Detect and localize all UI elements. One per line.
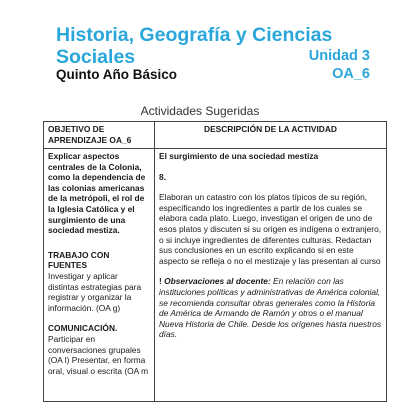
activity-text: Elaboran un catastro con los platos típicos de su región, especificando los ingredientes a partir de los cuales se elabora cada plato. Luego, investigan el origen de uno de esos platos y discuten si su origen es indígena o extranjero, o si incluye ingredientes de diferentes culturas. Redactan sus conclusiones en un escrito explicando si en este aspecto se refleja o no el mestizaje y las presentan al curso xyxy=(159,192,382,266)
oa-code: OA_6 xyxy=(332,66,370,82)
unit-block xyxy=(309,48,370,83)
skill-block xyxy=(48,323,150,376)
activity-title: El surgimiento de una sociedad mestiza xyxy=(159,151,319,161)
activity-number: 8. xyxy=(159,171,166,182)
observation-label: Observaciones al docente: xyxy=(164,276,271,287)
subject-title: Historia, Geografía y Ciencias Sociales xyxy=(56,24,333,68)
section-title: Actividades Sugeridas xyxy=(140,104,260,118)
description-column-header: DESCRIPCIÓN DE LA ACTIVIDAD xyxy=(155,122,387,149)
objective-cell xyxy=(44,149,155,402)
skill-text: Investigar y aplicar distintas estrategias para registrar y organizar la información. (OA g) xyxy=(48,270,142,313)
table-header-row xyxy=(44,122,387,149)
table-row xyxy=(44,149,387,402)
skill-text: Participar en conversaciones grupales (OA l) Presentar, en forma oral, visual o escrita (OA m xyxy=(48,333,149,376)
unit-label: Unidad 3 xyxy=(308,48,370,64)
description-cell xyxy=(155,149,387,402)
observation-text: En relación con las instituciones políticas y administrativas de América colonial, se recomienda consultar obras generales como la Historia de América de Armando de Ramón y otros o el manual Nueva Historia de Chile. Desde los orígenes hasta nuestros días. xyxy=(159,276,382,340)
skill-block xyxy=(48,250,150,314)
objective-column-header: OBJETIVO DE APRENDIZAJE OA_6 xyxy=(44,122,155,149)
grade-level: Quinto Año Básico xyxy=(56,67,177,82)
teacher-observation xyxy=(159,276,382,340)
exclamation-icon: ! xyxy=(159,276,162,287)
objective-text: Explicar aspectos centrales de la Colonia, como la dependencia de las colonias americanas de la metrópoli, el rol de la Iglesia Católica y el surgimiento de una sociedad mestiza. xyxy=(48,151,146,236)
skill-heading: COMUNICACIÓN. xyxy=(48,323,118,334)
activities-table xyxy=(43,121,387,402)
skill-heading: TRABAJO CON FUENTES xyxy=(48,249,110,271)
